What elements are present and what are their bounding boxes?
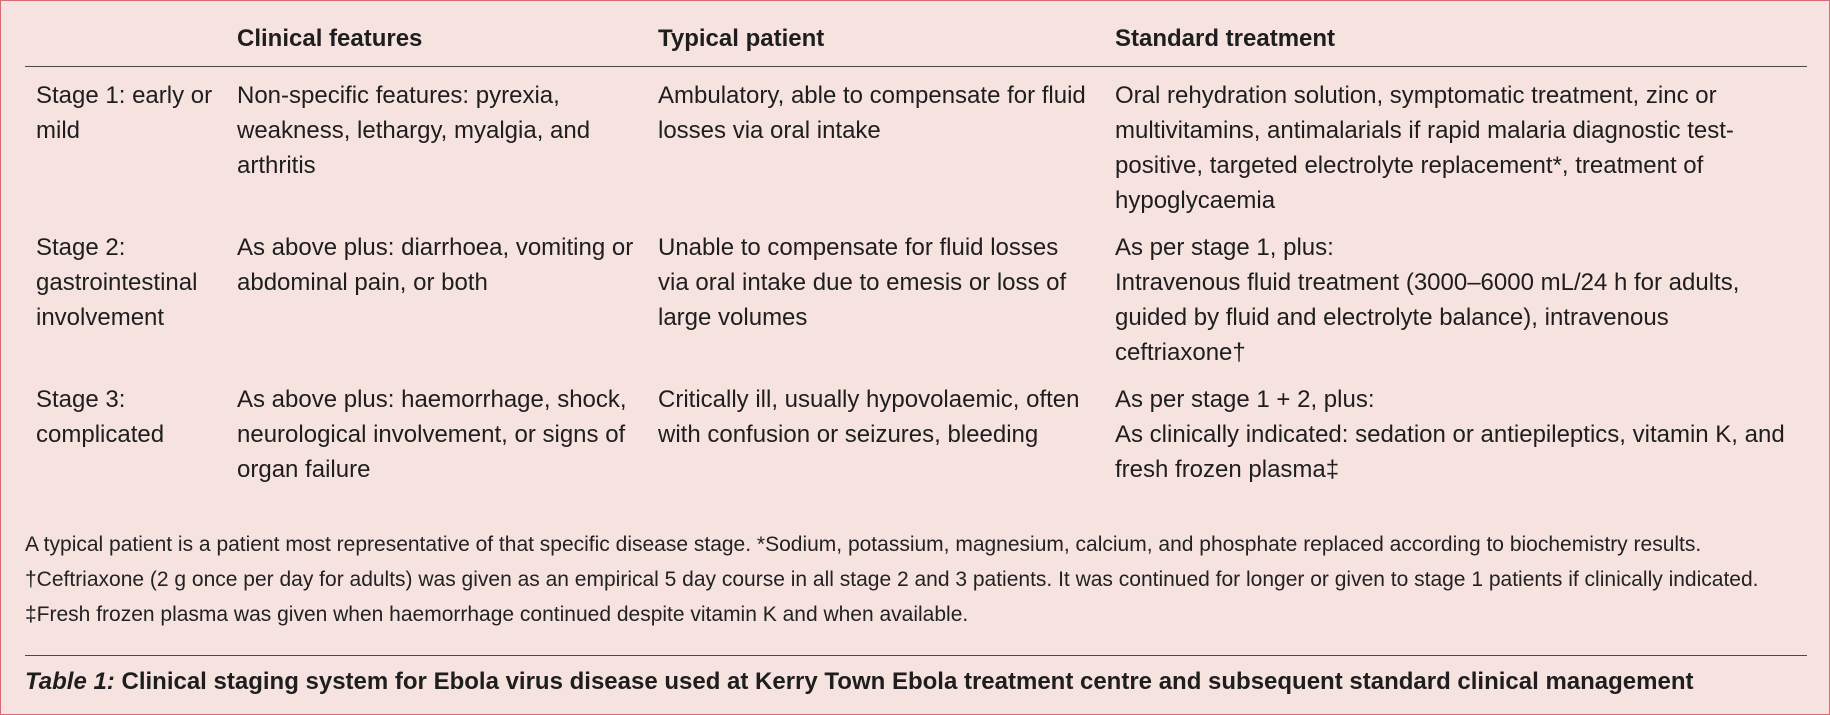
staging-table xyxy=(25,21,1807,499)
typical-patient-cell: Unable to compensate for fluid losses via oral intake due to emesis or loss of large volumes xyxy=(658,234,1067,331)
treatment-line: Intravenous fluid treatment (3000–6000 mL/24 h for adults, guided by fluid and electrolyte balance), intravenous ceftriaxone† xyxy=(1115,269,1740,366)
table-row xyxy=(25,230,1807,382)
caption-text: Clinical staging system for Ebola virus disease used at Kerry Town Ebola treatment centre and subsequent standard clinical management xyxy=(121,668,1694,695)
table-row xyxy=(25,382,1807,499)
table-caption xyxy=(25,666,1807,698)
treatment-line: Oral rehydration solution, symptomatic treatment, zinc or multivitamins, antimalarials if rapid malaria diagnostic test-positive, targeted electrolyte replacement*, treatment of hypoglycaemia xyxy=(1115,82,1734,214)
stage-cell: Stage 1: early or mild xyxy=(36,82,213,144)
standard-treatment-cell xyxy=(1104,230,1807,382)
stage-cell: Stage 2: gastrointestinal involvement xyxy=(36,234,198,331)
standard-treatment-cell xyxy=(1104,382,1807,499)
table-header-row xyxy=(25,21,1807,67)
table-footnote xyxy=(25,527,1807,632)
table-row xyxy=(25,67,1807,231)
header-typical-patient: Typical patient xyxy=(647,21,1104,67)
clinical-features-cell: As above plus: diarrhoea, vomiting or abdominal pain, or both xyxy=(237,234,634,296)
stage-cell: Stage 3: complicated xyxy=(36,386,165,448)
footnote-text: A typical patient is a patient most representative of that specific disease stage. *Sodium, potassium, magnesium, calcium, and phosphate replaced according to biochemistry results. †Ceftriaxone (2 g once per day for adults) was given as an empirical 5 day course in all stage 2 and 3 patients. It was continued for longer or given to stage 1 patients if clinically indicated. ‡Fresh frozen plasma was given when haemorrhage continued despite vitamin K and when available. xyxy=(25,533,1759,626)
treatment-line: As per stage 1, plus: xyxy=(1115,234,1334,261)
clinical-features-cell: Non-specific features: pyrexia, weakness, lethargy, myalgia, and arthritis xyxy=(237,82,591,179)
header-stage xyxy=(25,21,226,67)
header-clinical-features: Clinical features xyxy=(226,21,647,67)
typical-patient-cell: Ambulatory, able to compensate for fluid losses via oral intake xyxy=(658,82,1086,144)
typical-patient-cell: Critically ill, usually hypovolaemic, often with confusion or seizures, bleeding xyxy=(658,386,1080,448)
caption-divider xyxy=(25,655,1807,656)
caption-label: Table 1: xyxy=(25,668,115,695)
clinical-features-cell: As above plus: haemorrhage, shock, neurological involvement, or signs of organ failure xyxy=(237,386,627,483)
standard-treatment-cell xyxy=(1104,67,1807,231)
header-standard-treatment: Standard treatment xyxy=(1104,21,1807,67)
treatment-line: As per stage 1 + 2, plus: xyxy=(1115,386,1375,413)
treatment-line: As clinically indicated: sedation or antiepileptics, vitamin K, and fresh frozen plasma‡ xyxy=(1115,421,1785,483)
